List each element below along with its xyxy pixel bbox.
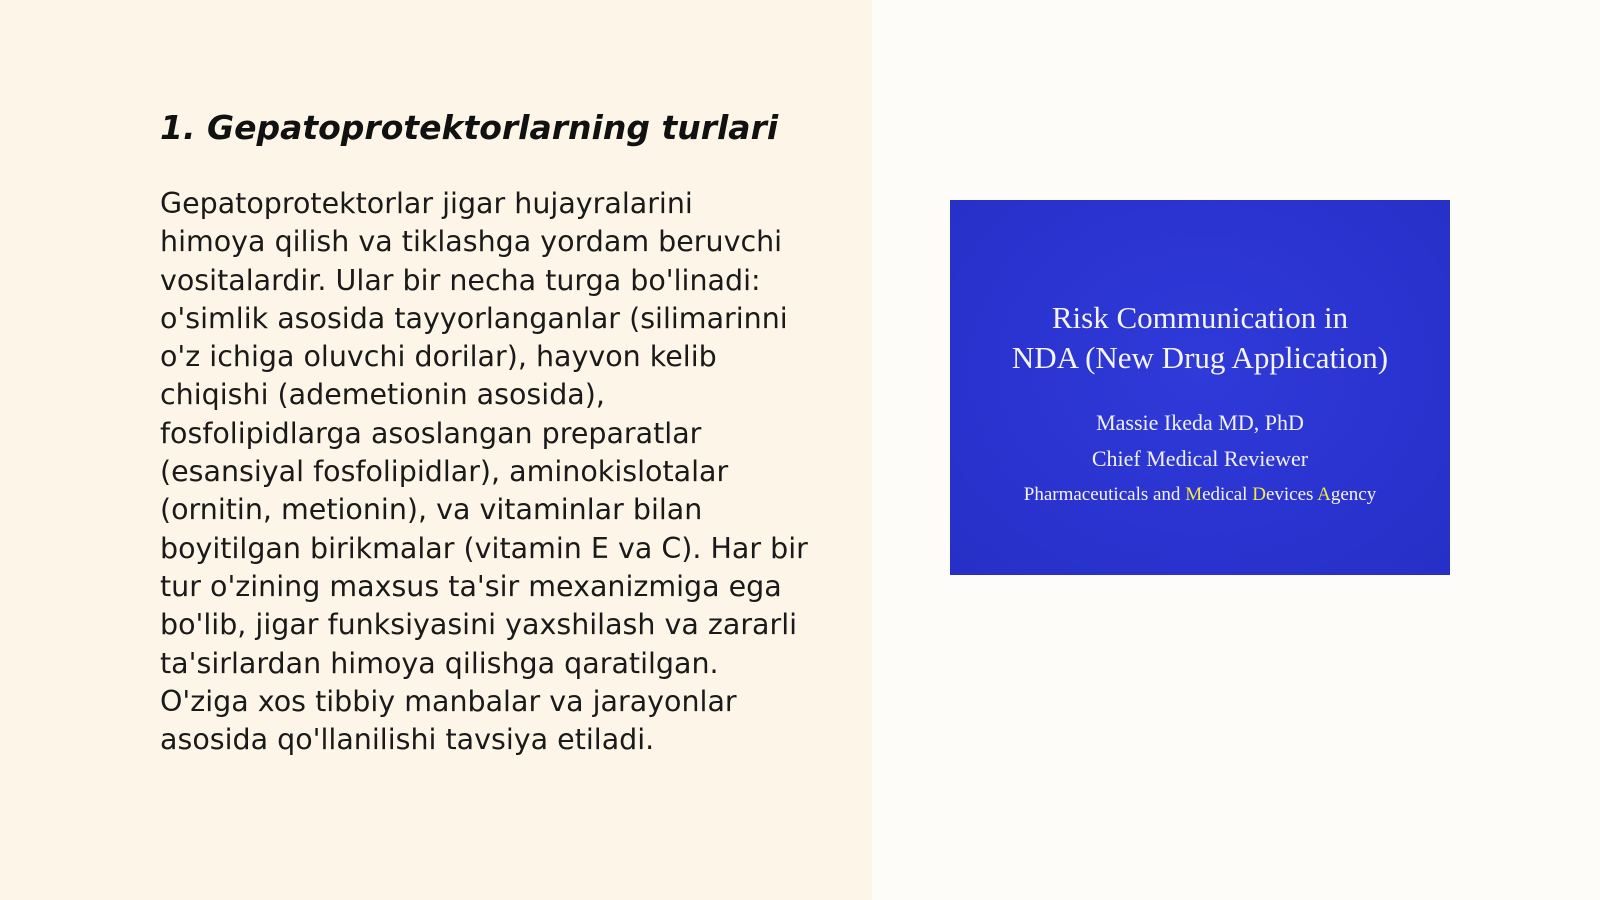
section-heading: 1. Gepatoprotektorlarning turlari <box>160 108 779 147</box>
presentation-slide-image <box>950 200 1450 575</box>
body-line: boyitilgan birikmalar (vitamin E va C). Har bir <box>160 531 808 565</box>
org-part: gency <box>1330 484 1377 505</box>
org-part: edical <box>1202 484 1253 505</box>
body-line: himoya qilish va tiklashga yordam beruvchi <box>160 225 783 259</box>
body-line: ta'sirlardan himoya qilishga qaratilgan. <box>160 646 719 680</box>
slide-author: Massie Ikeda MD, PhD <box>1096 410 1304 435</box>
section-body <box>160 185 840 759</box>
body-line: (esansiyal fosfolipidlar), aminokislotalar <box>160 455 729 489</box>
org-part: A <box>1317 484 1331 505</box>
body-line: Gepatoprotektorlar jigar hujayralarini <box>160 187 693 220</box>
org-part: D <box>1252 484 1266 505</box>
body-line: (ornitin, metionin), va vitaminlar bilan <box>160 493 703 527</box>
slide-title-line: Risk Communication in <box>1051 300 1349 335</box>
body-line: O'ziga xos tibbiy manbalar va jarayonlar <box>160 684 737 718</box>
body-line: vositalardir. Ular bir necha turga bo'linadi: <box>160 263 761 297</box>
body-line: chiqishi (ademetionin asosida), <box>160 378 605 412</box>
slide-title <box>950 298 1450 378</box>
org-part: M <box>1185 484 1203 505</box>
slide-author-role: Chief Medical Reviewer <box>1091 446 1309 471</box>
slide-organization <box>950 483 1450 507</box>
body-line: asosida qo'llanilishi tavsiya etiladi. <box>160 723 655 757</box>
body-line: bo'lib, jigar funksiyasini yaxshilash va zararli <box>160 608 798 642</box>
body-line: fosfolipidlarga asoslangan preparatlar <box>160 416 702 450</box>
body-line: tur o'zining maxsus ta'sir mexanizmiga ega <box>160 569 782 603</box>
org-part: Pharmaceuticals and <box>1023 484 1186 505</box>
body-line: o'z ichiga oluvchi dorilar), hayvon kelib <box>160 340 717 374</box>
body-line: o'simlik asosida tayyorlanganlar (silimarinni <box>160 301 788 335</box>
org-part: evices <box>1265 484 1318 505</box>
slide-title-line: NDA (New Drug Application) <box>1011 340 1389 375</box>
